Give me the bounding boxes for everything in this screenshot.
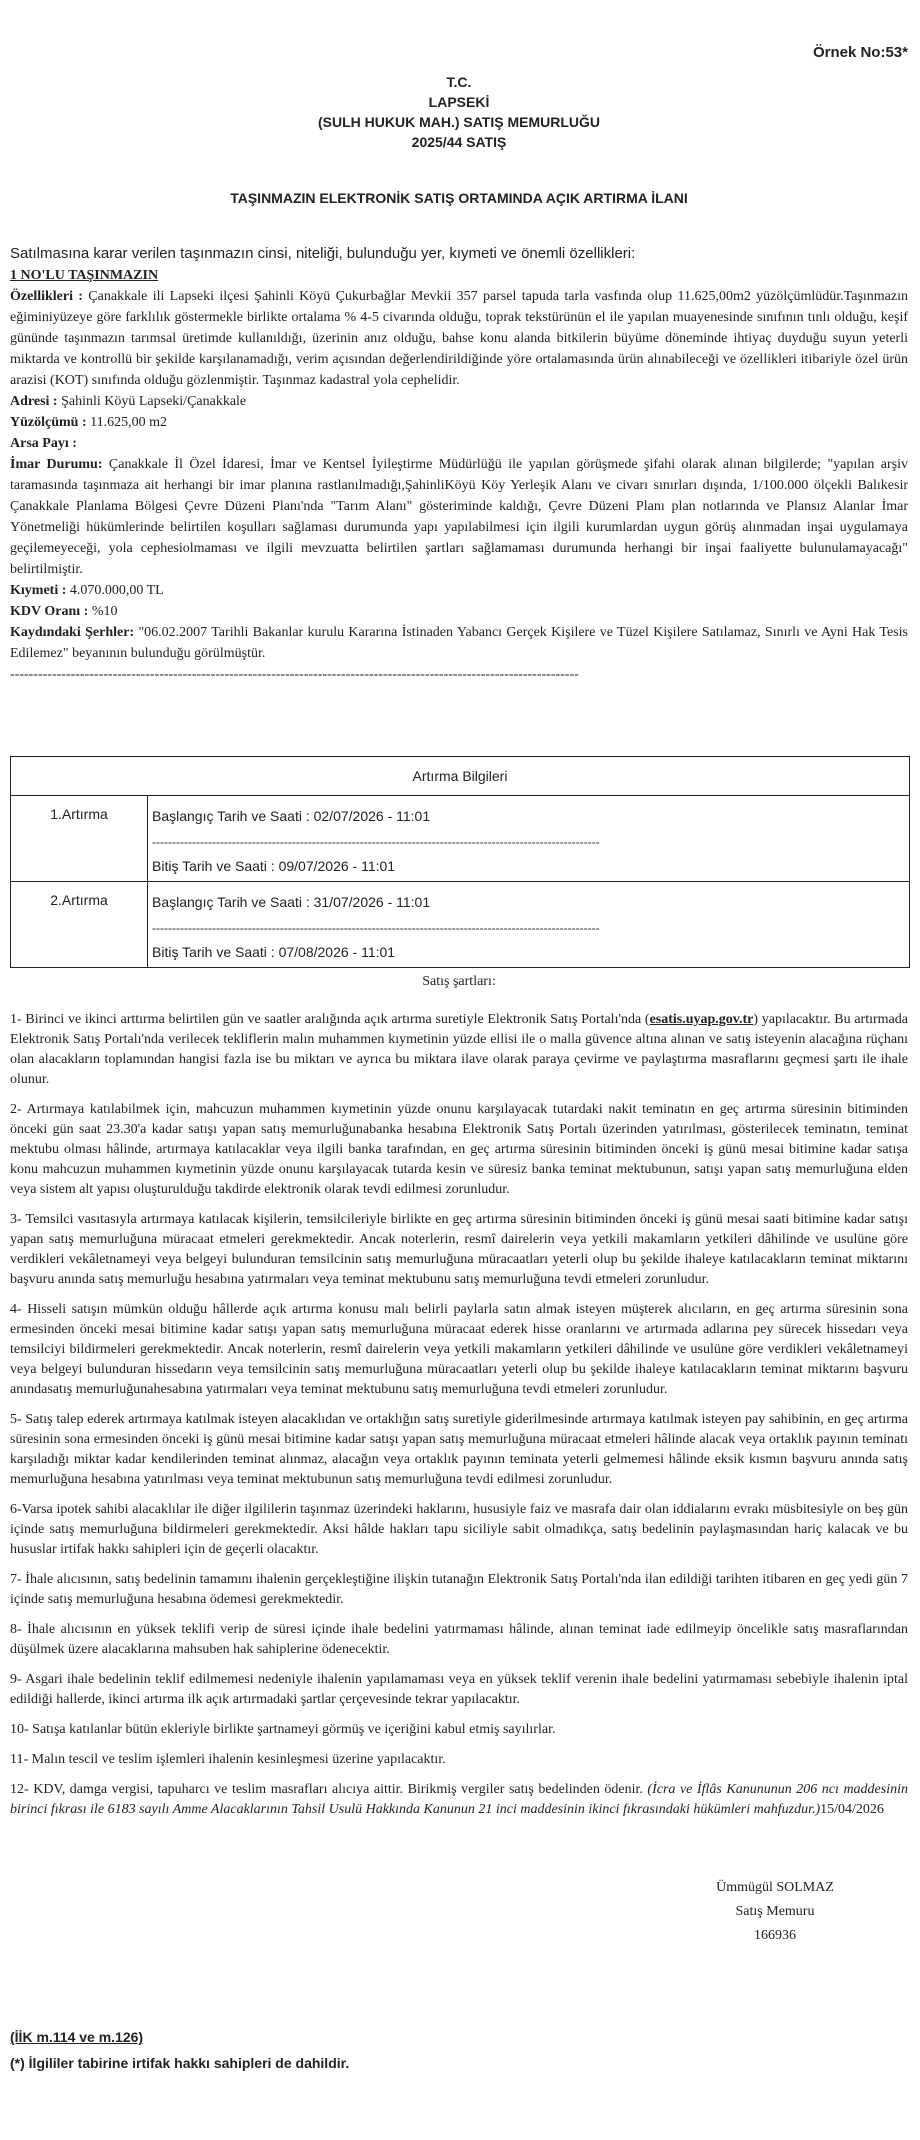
- property-features: [10, 286, 908, 391]
- auction-1-dates: [148, 796, 910, 882]
- area-value: 11.625,00 m2: [90, 415, 167, 430]
- property-value: [10, 580, 908, 601]
- annotations-text: "06.02.2007 Tarihli Bakanlar kurulu Kararına İstinaden Yabancı Gerçek Kişilere ve Tüzel Kişilere Satılamaz, Sınırlı ve Ayni Hak Tesis Edilemez" beyanının bulunduğu görülmüştür.: [10, 625, 909, 661]
- features-text: Çanakkale ili Lapseki ilçesi Şahinli Köyü Çukurbağlar Mevkii 357 parsel tapuda tarla vasfında olup 11.625,00m2 yüzölçümlüdür.Taşınmazın eğiminiyüzeye göre farklılık göstermekle birlikte ortalama % 4-5 civarında olduğu, toprak tekstürünün el ile yapılan muayenesinde sınıfının tınlı olduğu, keşif gününde taşınmazın tarımsal üretimde kullanıldığı, üzerinin anız olduğu, bahse konu alanda bitkilerin büyüme döneminde ihtiyaç duyduğu suyun yeterli miktarda ve kontrollü bir şekilde karşılanamadığı, verim açısından değerlendirildiğinde yöre ortalamasında ürün alınabileceği ve özellikleri itibariyle özel ürün arazisi (KOT) sınıfında olduğu gözlenmiştir. Taşınmaz kadastral yola cephelidir.: [10, 289, 909, 388]
- document-header: [10, 72, 908, 152]
- table-row: [11, 882, 910, 968]
- header-department: (SULH HUKUK MAH.) SATIŞ MEMURLUĞU: [317, 114, 601, 130]
- auction-2-label: 2.Artırma: [11, 882, 148, 968]
- condition-11: 11- Malın tescil ve teslim işlemleri ihalenin kesinleşmesi üzerine yapılacaktır.: [10, 1752, 446, 1767]
- condition-12-text: 12- KDV, damga vergisi, tapuharcı ve teslim masrafları alıcıya aittir. Birikmiş vergiler satış bedelinden ödenir.: [10, 1782, 648, 1797]
- signer-title: Satış Memuru: [735, 1904, 815, 1919]
- vat-value: %10: [91, 604, 118, 619]
- condition-12: [10, 1780, 908, 1820]
- property-details: [10, 265, 908, 685]
- auction-2-end: Bitiş Tarih ve Saati : 07/08/2026 - 11:01: [152, 944, 396, 960]
- lot-title: 1 NO'LU TAŞINMAZIN: [10, 268, 159, 283]
- signature-block: [700, 1876, 850, 1948]
- condition-3: 3- Temsilci vasıtasıyla artırmaya katılacak kişilerin, temsilcileriyle birlikte en geç artırma süresinin bitiminden önceki iş günü mesai saati bitimine kadar satışı yapan satış memurluğuna müracaat etmeleri gerekmektedir. Ancak noterlerin, resmî dairelerin veya yetkili makamların yetkileri dâhilinde ve usulüne göre verdikleri vekâletnameyi veya belgeyi bulunduran temsilcinin satış memurluğuna müracaatları yeterli olup bu şekilde ihaleye katılacakların teminat miktarını başvuru anında satış memurluğu hesabına yatırmaları veya teminat mektubunu satış memurluğuna tevdi etmeleri zorunludur.: [10, 1212, 908, 1287]
- zoning-text: Çanakkale İl Özel İdaresi, İmar ve Kentsel İyileştirme Müdürlüğü ile yapılan görüşmede şifahi olarak alınan bilgilerde; "yapılan arşiv taramasında taşınmaza ait herhangi bir imar planına rastlanılmadığı,ŞahinliKöyü Köy Yerleşik Alanı ve civarı sınırları dışında, 1/100.000 ölçekli Balıkesir Çanakkale Planlama Bölgesi Çevre Düzeni Planı'nda "Tarım Alanı" gösteriminde kaldığı, Çevre Düzeni Planı plan notlarında ve Plansız Alanlar İmar Yönetmeliği hükümlerinde belirtilen koşulları sağlaması durumunda yapı yapılabilmesi için ilgili kurumlardan uygun görüş alınmadan inşai uygulamaya geçilemeyeceği, yola cephesiolmaması ve ilgili mevzuatta belirtilen şartları sağlamaması durumunda herhangi bir inşai faaliyette bulunulamayacağı" belirtilmiştir.: [10, 457, 908, 577]
- auction-1-label: 1.Artırma: [11, 796, 148, 882]
- conditions-title: Satış şartları:: [422, 974, 496, 989]
- footer-note: (*) İlgililer tabirine irtifak hakkı sahipleri de dahildir.: [10, 2055, 350, 2071]
- annotations-label: Kaydındaki Şerhler:: [10, 625, 135, 640]
- condition-1-text-b: ) yapılacaktır. Bu artırmada Elektronik Satış Portalı'nda verilecek tekliflerin malın muhammen kıymetinin yüzde ellisi ile o malla güvence altına alınan ve satış isteyenin alacağına rüçhanı olan alacakların toplamından hangisi fazla ise bu miktarı ve ayrıca bu miktara ilave olarak paraya çevirme ve paylaştırma masraflarını geçmesi şartı ile ihale olunur.: [10, 1012, 908, 1087]
- auction-2-separator: ----------------------------------------------------------------------------------------------------------------: [152, 921, 600, 935]
- condition-10: 10- Satışa katılanlar bütün ekleriyle birlikte şartnameyi görmüş ve içeriğini kabul etmiş sayılırlar.: [10, 1722, 556, 1737]
- law-reference: (İİK m.114 ve m.126): [10, 2029, 144, 2045]
- share-label: Arsa Payı :: [10, 436, 77, 451]
- property-share: [10, 433, 908, 454]
- condition-4: 4- Hisseli satışın mümkün olduğu hâllerde açık artırma konusu malı belirli paylarla satın almak isteyen müşterek alıcıların, en geç artırma süresinin sona ermesinden önceki mesai bitimine kadar satışı yapan satış memurluğuna müracaat ederek hisse oranlarını ve artırmada adlarına pey sürecek hissedarı veya temsilciyi bildirmeleri gerekmektedir. Ancak noterlerin, resmî dairelerin veya yetkili makamların yetkileri dâhilinde ve usulüne göre verdikleri vekâletnameyi veya belgeyi bulunduran hissedarın veya temsilcinin satış memurluğuna müracaatları yeterli olup bu şekilde ihaleye katılacakların teminat miktarını başvuru anındasatış memurluğunahesabına yatırmaları veya teminat mektubunu satış memurluğuna tevdi etmeleri zorunludur.: [10, 1302, 908, 1397]
- features-label: Özellikleri :: [10, 289, 83, 304]
- auction-2-start: Başlangıç Tarih ve Saati : 31/07/2026 - 11:01: [152, 894, 431, 910]
- vat-label: KDV Oranı :: [10, 604, 89, 619]
- address-value: Şahinli Köyü Lapseki/Çanakkale: [61, 394, 247, 409]
- area-label: Yüzölçümü :: [10, 415, 87, 430]
- property-zoning: [10, 454, 908, 580]
- condition-8: 8- İhale alıcısının en yüksek teklifi verip de süresi içinde ihale bedelini yatırmaması hâlinde, alınan teminat iade edilmeyip öncelikle satış masraflarından düşülmek üzere alacaklarına mahsuben hak sahiplerine ödenecektir.: [10, 1622, 908, 1657]
- value-amount: 4.070.000,00 TL: [69, 583, 164, 598]
- header-tc: T.C.: [446, 74, 472, 90]
- address-label: Adresi :: [10, 394, 58, 409]
- auction-1-separator: ----------------------------------------------------------------------------------------------------------------: [152, 835, 600, 849]
- ornek-number: Örnek No:53*: [812, 44, 908, 61]
- condition-2: 2- Artırmaya katılabilmek için, mahcuzun muhammen kıymetinin yüzde onunu karşılayacak tutardaki nakit teminatın en geç artırma süresinin bitiminden önceki gün saat 23.30'a kadar satışı yapan satış memurluğunabanka hesabına Elektronik Satış Portalı üzerinden yatırılması, gösterilecek teminatın, teminat mektubu olması hâlinde, artırmaya katılacaklar veya ilgili banka tarafından, en geç artırma süresinin bitiminden önceki iş günü mesai bitimine kadar satışa konu mahcuzun muhammen kıymetinin yüzde onunu karşılayacak tutarda kesin ve süresiz banka teminat mektubunun, satışı yapan satış memurluğuna elden veya sistem alt yapısı oluşturulduğu takdirde elektronik olarak tevdi edilmesi zorunludur.: [10, 1102, 908, 1197]
- auction-1-start: Başlangıç Tarih ve Saati : 02/07/2026 - 11:01: [152, 808, 431, 824]
- document-date: 15/04/2026: [820, 1802, 884, 1817]
- condition-6: 6-Varsa ipotek sahibi alacaklılar ile diğer ilgililerin taşınmaz üzerindeki haklarını, hususiyle faiz ve masrafa dair olan iddialarını evrakı müsbitesiyle on beş gün içinde satış memurluğuna bildirmeleri gerekmektedir. Aksi hâlde hakları tapu siciliyle sabit olmadıkça, satış bedelinin paylaşmasından hariç kalacak ve bu hususlar irtifak hakkı sahipleri için de geçerli olacaktır.: [10, 1502, 908, 1557]
- header-office: LAPSEKİ: [428, 94, 490, 110]
- property-area: [10, 412, 908, 433]
- auction-info-table: [10, 756, 910, 968]
- signer-name: Ümmügül SOLMAZ: [716, 1880, 834, 1895]
- condition-1: [10, 1010, 908, 1090]
- document-footer: [10, 2024, 908, 2076]
- condition-12-legal-note: (İcra ve İflâs Kanununun 206 ncı maddesinin birinci fıkrası ile 6183 sayılı Amme Alacaklarının Tahsil Usulü Hakkında Kanunun 21 inci maddesinin ikinci fıkrasındaki hükümleri mahfuzdur.): [10, 1782, 908, 1817]
- condition-7: 7- İhale alıcısının, satış bedelinin tamamını ihalenin gerçekleştiğine ilişkin tutanağın Elektronik Satış Portalı'nda ilan edildiği tarihten itibaren en geç yedi gün 7 içinde satış memurluğuna hesabına ödemesi gerekmektedir.: [10, 1572, 908, 1607]
- intro-text: Satılmasına karar verilen taşınmazın cinsi, niteliği, bulunduğu yer, kıymeti ve önemli özellikleri:: [10, 245, 636, 262]
- auction-table-title: Artırma Bilgileri: [11, 757, 910, 796]
- table-row: [11, 796, 910, 882]
- auction-1-end: Bitiş Tarih ve Saati : 09/07/2026 - 11:01: [152, 858, 396, 874]
- sale-conditions: [10, 972, 908, 1830]
- property-address: [10, 391, 908, 412]
- condition-5: 5- Satış talep ederek artırmaya katılmak isteyen alacaklıdan ve ortaklığın satış suretiyle giderilmesinde artırmaya katılmak isteyen pay sahibinin, en geç artırma süresinin sona ermesinden önceki iş günü mesai bitimine kadar satışı yapan satış memurluğuna müracaat etmeleri hâlinde alacak veya ortaklık payının teminatı karşıladığı miktar kadar kendilerinden teminat alınmaz, alacağın veya ortaklık payının teminata yeterli gelmemesi hâlinde eksik kısmın başvuru anında satış memurluğuna hesabına yatırılması veya teminat mektubunun satış memurluğuna tevdi edilmesi zorunludur.: [10, 1412, 908, 1487]
- property-vat: [10, 601, 908, 622]
- condition-1-text-a: 1- Birinci ve ikinci arttırma belirtilen gün ve saatler aralığında açık artırma suretiyle Elektronik Satış Portalı'nda (: [10, 1012, 650, 1027]
- condition-9: 9- Asgari ihale bedelinin teklif edilmemesi nedeniyle ihalenin yapılamaması veya en yüksek teklif verenin ihale bedelini yatırmaması sebebiyle ihalenin iptal edildiği hallerde, ikinci artırma ilk açık artırmadaki şartlar çerçevesinde tekrar yapılacaktır.: [10, 1672, 908, 1707]
- zoning-label: İmar Durumu:: [10, 457, 103, 472]
- announcement-title: TAŞINMAZIN ELEKTRONİK SATIŞ ORTAMINDA AÇIK ARTIRMA İLANI: [230, 190, 688, 206]
- esatis-link[interactable]: esatis.uyap.gov.tr: [649, 1012, 754, 1027]
- value-label: Kıymeti :: [10, 583, 67, 598]
- signer-number: 166936: [754, 1928, 796, 1943]
- separator-line: --------------------------------------------------------------------------------------------------------------------------: [10, 667, 579, 682]
- property-annotations: [10, 622, 908, 664]
- auction-2-dates: [148, 882, 910, 968]
- header-file-number: 2025/44 SATIŞ: [411, 134, 507, 150]
